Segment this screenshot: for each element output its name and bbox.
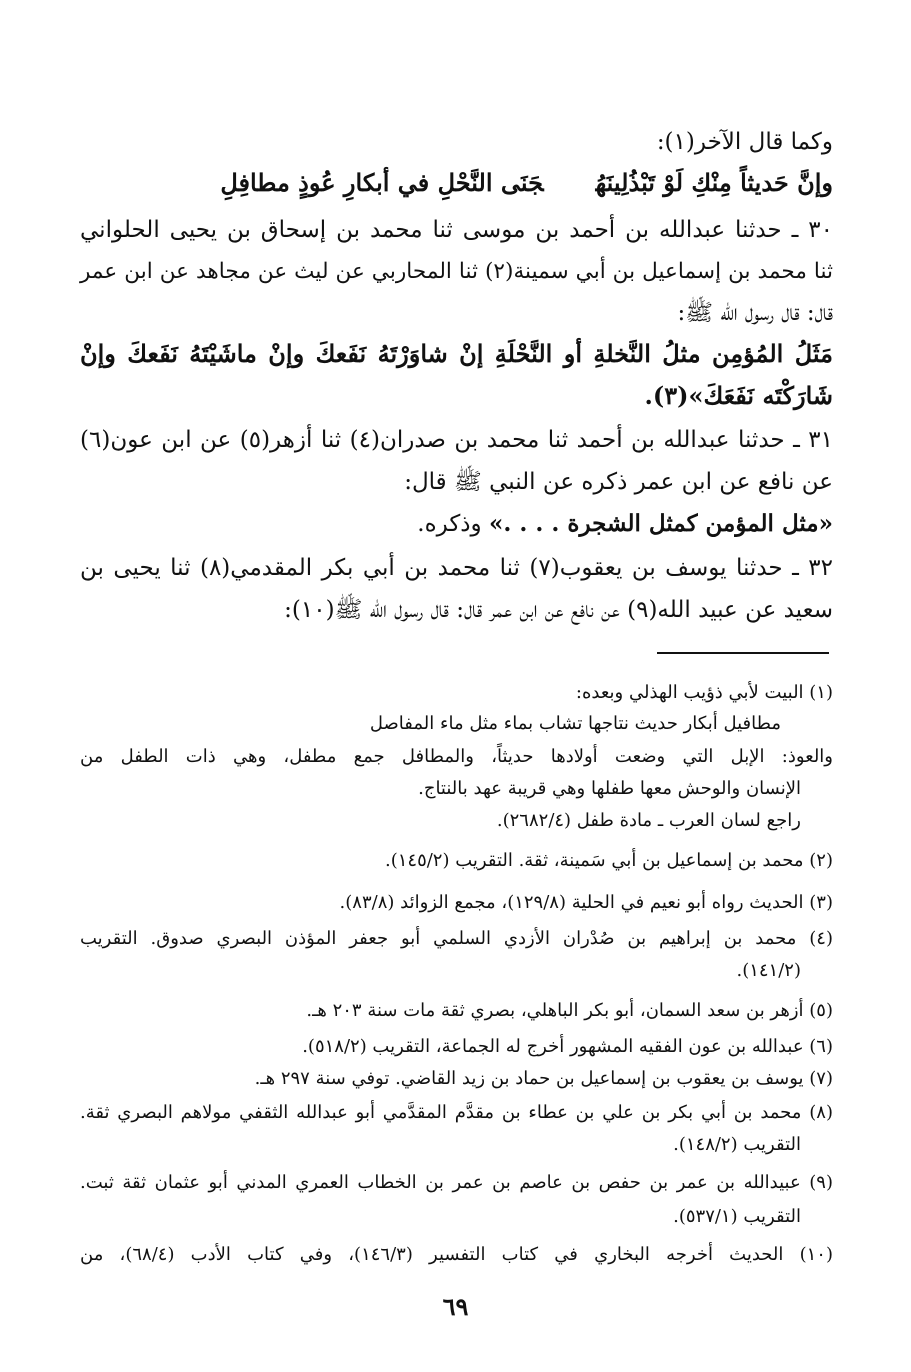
footnote-5: (٥) أزهر بن سعد السمان، أبو بكر الباهلي، بصري ثقة مات سنة ٢٠٣ هـ. (306, 1000, 833, 1021)
hadith-30-matn-line-2: شَارَكْتَه نَفَعَكَ»(٣). (644, 381, 833, 410)
hadith-30-line-1: ٣٠ ـ حدثنا عبدالله بن أحمد بن موسى ثنا محمد بن إسحاق بن يحيى الحلواني (80, 217, 833, 243)
footnote-separator (657, 652, 829, 654)
footnote-10-line-1: (١٠) الحديث أخرجه البخاري في كتاب التفسير (١٤٦/٣)، وفي كتاب الأدب (٦٨/٤)، من (80, 1244, 833, 1265)
footnote-1-line-5: راجع لسان العرب ـ مادة طفل (٢٦٨٢/٤). (496, 810, 801, 831)
footnote-6: (٦) عبدالله بن عون الفقيه المشهور أخرج له الجماعة، التقريب (٥١٨/٢). (302, 1036, 833, 1057)
footnote-1-line-1: (١) البيت لأبي ذؤيب الهذلي وبعده: (575, 682, 833, 703)
hadith-30-line-3: قال: قال رسول الله ﷺ: (677, 300, 833, 326)
footnote-7: (٧) يوسف بن يعقوب بن إسماعيل بن حماد بن زيد القاضي. توفي سنة ٢٩٧ هـ. (254, 1068, 833, 1089)
verse-hemistich-1: وإنَّ حَديثاً مِنْكِ لَوْ تَبْذُلِينَهُ (595, 168, 833, 197)
hadith-32-line-2: سعيد عن عبيد الله(٩) عن نافع عن ابن عمر قال: قال رسول الله ﷺ(١٠): (284, 597, 833, 623)
footnote-1-verse: مطافيل أبكار حديث نتاجها تشاب بماء مثل ماء المفاصل (369, 713, 781, 734)
footnote-9-line-2: التقريب (٥٣٧/١). (673, 1206, 801, 1227)
page-number: ٦٩ (442, 1292, 469, 1321)
hadith-30-matn-line-1: مَثَلُ المُؤمِن مثلُ النَّخلةِ أو النَّحْلَةِ إنْ شاوَرْتَهُ نَفَعكَ وإنْ ماشَيْتَهُ نَفَعكَ وإنْ (80, 339, 833, 368)
verse-hemistich-2: جَنَى النَّحْلِ في أبكارِ عُوذٍ مطافِلِ (220, 168, 544, 197)
footnote-4-line-1: (٤) محمد بن إبراهيم بن صُدْران الأزدي السلمي أبو جعفر المؤذن البصري صدوق. التقريب (80, 928, 833, 949)
footnote-1-line-3: والعوذ: الإبل التي وضعت أولادها حديثاً، والمطافل جمع مطفل، وهي ذات الطفل من (80, 746, 833, 767)
poetry-verse (220, 166, 833, 200)
footnote-1-line-4: الإنسان والوحش معها طفلها وهي قريبة عهد بالنتاج. (418, 778, 801, 799)
footnote-2: (٢) محمد بن إسماعيل بن أبي سَمينة، ثقة. التقريب (١٤٥/٢). (384, 850, 833, 871)
footnote-3: (٣) الحديث رواه أبو نعيم في الحلية (١٢٩/٨)، مجمع الزوائد (٨٣/٨). (339, 892, 833, 913)
hadith-31-line-1: ٣١ ـ حدثنا عبدالله بن أحمد ثنا محمد بن صدران(٤) ثنا أزهر(٥) عن ابن عون(٦) (80, 427, 833, 453)
hadith-30-line-2: ثنا محمد بن إسماعيل بن أبي سمينة(٢) ثنا المحاربي عن ليث عن مجاهد عن ابن عمر (80, 259, 833, 284)
hadith-32-line-1: ٣٢ ـ حدثنا يوسف بن يعقوب(٧) ثنا محمد بن أبي بكر المقدمي(٨) ثنا يحيى بن (80, 555, 833, 581)
footnote-4-line-2: (١٤١/٢). (736, 960, 801, 981)
footnote-8-line-1: (٨) محمد بن أبي بكر بن علي بن عطاء بن مقدَّم المقدَّمي أبو عبدالله الثقفي مولاهم البصري ثقة. (80, 1102, 833, 1123)
intro-line: وكما قال الآخر(١): (656, 129, 833, 155)
hadith-31-matn-quote: «مثل المؤمن كمثل الشجرة . . . .» (488, 510, 833, 537)
hadith-31-line-2: عن نافع عن ابن عمر ذكره عن النبي ﷺ قال: (404, 469, 833, 495)
footnote-8-line-2: التقريب (١٤٨/٢). (673, 1134, 801, 1155)
hadith-31-matn (417, 508, 833, 540)
hadith-31-matn-rest: وذكره. (417, 511, 489, 537)
footnote-9-line-1: (٩) عبيدالله بن عمر بن حفص بن عاصم بن عمر بن الخطاب العمري المدني أبو عثمان ثقة ثبت. (80, 1172, 833, 1193)
